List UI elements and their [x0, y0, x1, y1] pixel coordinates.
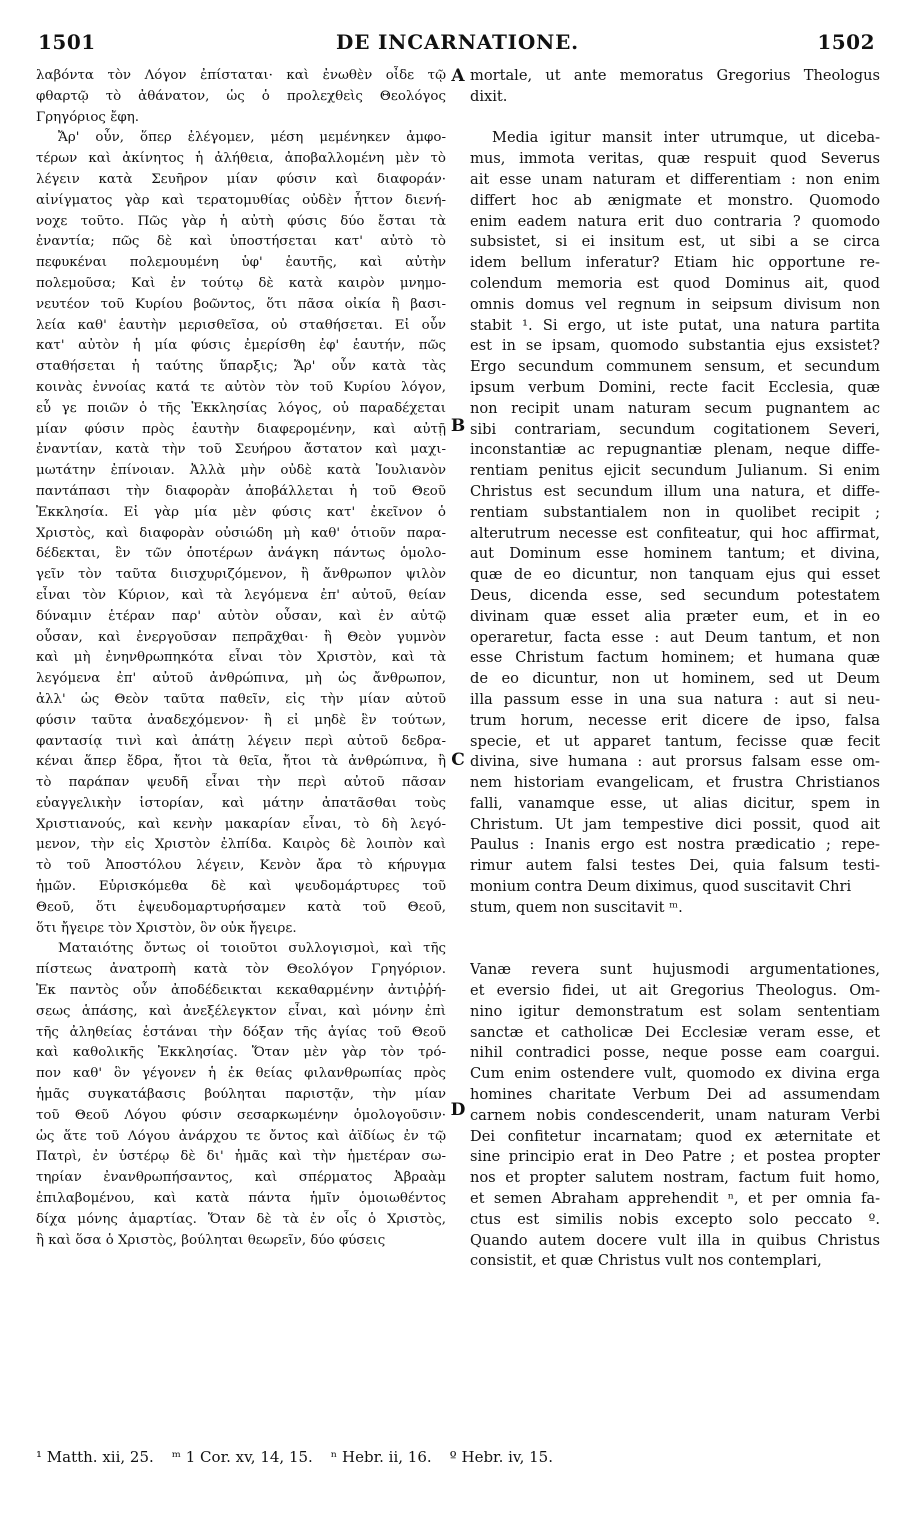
greek-text-line: πον καθ' ὃν γέγονεν ἡ ἐκ θείας φιλανθρωπίας πρὸς: [36, 1066, 446, 1082]
latin-text-line: Media igitur mansit inter utrumque, ut diceba-: [492, 129, 880, 147]
footnotes: [36, 1448, 876, 1466]
greek-text-line: Ἐκκλησία. Εἰ γὰρ μία μὲν φύσις κατ' ἐκεῖνον ὁ: [36, 504, 446, 520]
latin-text-line: divina, sive humana : aut prorsus falsam esse om-: [470, 753, 880, 771]
latin-text-line: nos et propter salutem nostram, factum fuit homo,: [470, 1169, 880, 1187]
greek-text-line: λεγόμενα ἐπ' αὐτοῦ ἀνθρώπινα, μὴ ὡς ἄνθρωπον,: [36, 671, 446, 687]
latin-text-line: Cum enim ostendere vult, quomodo ex divina erga: [470, 1065, 880, 1083]
latin-text-line: sine principio erat in Deo Patre ; et postea propter: [470, 1148, 880, 1166]
greek-text-line: δύναμιν ἑτέραν παρ' αὐτὸν οὖσαν, καὶ ἐν αὐτῷ: [36, 608, 446, 624]
greek-text-line: καὶ μὴ ἐνηνθρωπηκότα εἶναι τὸν Χριστὸν, καὶ τὰ: [36, 650, 446, 666]
latin-text-line: ipsum verbum Domini, recte facit Ecclesia, quæ: [470, 378, 880, 396]
greek-text-line: μωτάτην ἐπίνοιαν. Ἀλλὰ μὴν οὐδὲ κατὰ Ἰουλιανὸν: [36, 463, 446, 479]
greek-text-line: νοχε τοῦτο. Πῶς γὰρ ἡ αὐτὴ φύσις δύο ἔσται τὰ: [36, 213, 446, 229]
latin-text-line: [470, 108, 880, 129]
latin-text-line: trum horum, necesse erit dicere de ipso, falsa: [470, 711, 880, 729]
page-number-right: 1502: [817, 30, 875, 54]
latin-text-line: ait esse unam naturam et differentiam : non enim: [470, 170, 880, 188]
margin-marker-b: B: [450, 416, 466, 436]
latin-text-line: esse Christum factum hominem; et humana quæ: [470, 649, 880, 667]
greek-text-line: Πατρὶ, ἐν ὑστέρῳ δὲ δι' ἡμᾶς καὶ τὴν ἡμετέραν σω-: [36, 1149, 446, 1165]
latin-text-line: divinam quæ esset alia præter eum, et in eo: [470, 607, 880, 625]
latin-text-line: subsistet, si ei insitum est, ut sibi a se circa: [470, 233, 880, 251]
greek-text-line: λαβόντα τὸν Λόγον ἐπίσταται· καὶ ἐνωθὲν οἶδε τῷ: [36, 68, 446, 83]
latin-text-line: homines charitate Verbum Dei ad assumendam: [470, 1086, 880, 1104]
latin-text-line: rentiam substantialem non in quolibet recipit ;: [470, 503, 880, 521]
latin-text-line: Christus est secundum illum una natura, et diffe-: [470, 482, 880, 500]
latin-text-line: nem historiam evangelicam, et frustra Christianos: [470, 774, 880, 792]
latin-text-line: differt hoc ab ænigmate et monstro. Quomodo: [470, 191, 880, 209]
latin-text-line: rimur autem falsi testes Dei, quia falsum testi-: [470, 857, 880, 875]
greek-column: [36, 66, 446, 1251]
greek-text-line: λέγειν κατὰ Σευῆρον μίαν φύσιν καὶ διαφοράν·: [36, 171, 446, 187]
footnote: º Hebr. iv, 15.: [449, 1448, 553, 1466]
latin-text-line: Paulus : Inanis ergo est nostra prædicatio ; repe-: [470, 836, 880, 854]
greek-text-line: φθαρτῷ τὸ ἀθάνατον, ὡς ὁ προλεχθεὶς Θεολόγος: [36, 88, 446, 104]
latin-text-line: de eo dicuntur, non ut hominem, sed ut Deum: [470, 670, 880, 688]
greek-text-line: τὸ παράπαν ψευδῆ εἶναι τὴν περὶ αὐτοῦ πᾶσαν: [36, 775, 446, 791]
greek-text-line: παντάπασι τὴν διαφορὰν ἀποβάλλεται ἡ τοῦ Θεοῦ: [36, 483, 446, 499]
latin-text-line: et semen Abraham apprehendit ⁿ, et per omnia fa-: [470, 1190, 880, 1208]
greek-text-line: ἢ καὶ ὅσα ὁ Χριστὸς, βούληται θεωρεῖν, δύο φύσεις: [36, 1232, 386, 1248]
greek-text-line: σεως ἁπάσης, καὶ ἀνεξέλεγκτον εἶναι, καὶ μόνην ἐπὶ: [36, 1003, 446, 1019]
greek-text-line: λεία καθ' ἑαυτὴν μερισθεῖσα, οὐ σταθήσεται. Εἰ οὖν: [36, 317, 446, 333]
greek-text-line: Γρηγόριος ἔφη.: [36, 109, 140, 125]
latin-text-line: operaretur, facta esse : aut Deum tantum, et non: [470, 628, 880, 646]
latin-text-line: et eversio fidei, ut ait Gregorius Theologus. Om-: [470, 982, 880, 1000]
greek-text-line: δίχα μόνης ἁμαρτίας. Ὅταν δὲ τὰ ἐν οἷς ὁ Χριστὸς,: [36, 1211, 446, 1227]
greek-text-line: ἐναντία; πῶς δὲ καὶ ὑποστήσεται κατ' αὐτὸ τὸ: [36, 234, 446, 250]
greek-text-line: οὖσαν, καὶ ἐνεργοῦσαν πεπρᾶχθαι· ἢ Θεὸν γυμνὸν: [36, 629, 446, 645]
latin-text-line: ctus est similis nobis excepto solo peccato º.: [470, 1210, 880, 1228]
margin-marker-d: D: [450, 1100, 466, 1120]
footnote: ᵐ 1 Cor. xv, 14, 15.: [171, 1448, 313, 1466]
greek-text-line: καὶ καθολικῆς Ἐκκλησίας. Ὅταν μὲν γὰρ τὸν τρό-: [36, 1045, 446, 1061]
greek-text-line: εὐαγγελικὴν ἱστορίαν, καὶ μάτην ἀπατᾶσθαι τοὺς: [36, 795, 446, 811]
greek-text-line: Θεοῦ, ὅτι ἐψευδομαρτυρήσαμεν κατὰ τοῦ Θεοῦ,: [36, 899, 446, 915]
latin-text-line: [470, 939, 880, 960]
latin-text-line: Quando autem docere vult illa in quibus Christus: [470, 1231, 880, 1249]
latin-text-line: Christum. Ut jam tempestive dici possit, quod ait: [470, 815, 880, 833]
latin-text-line: aut Dominum esse hominem tantum; et divina,: [470, 545, 880, 563]
margin-marker-c: C: [451, 750, 465, 770]
greek-text-line: εἶναι τὸν Κύριον, καὶ τὰ λεγόμενα ἐπ' αὐτοῦ, θείαν: [36, 587, 446, 603]
greek-text-line: σταθήσεται ἡ ταύτης ὕπαρξις; Ἄρ' οὖν κατὰ τὰς: [36, 359, 446, 375]
greek-text-line: τὸ τοῦ Ἀποστόλου λέγειν, Κενὸν ἄρα τὸ κήρυγμα: [36, 858, 446, 874]
latin-text-line: mortale, ut ante memoratus Gregorius Theologus: [470, 67, 880, 84]
latin-text-line: colendum memoria est quod Dominus ait, quod: [470, 274, 880, 292]
greek-text-line: μίαν φύσιν πρὸς ἑαυτὴν διαφερομένην, καὶ αὐτῇ: [36, 421, 446, 437]
page-number-left: 1501: [38, 30, 96, 54]
greek-text-line: νευτέον τοῦ Κυρίου βοῶντος, ὅτι πᾶσα οἰκία ἢ βασι-: [36, 296, 446, 312]
latin-text-line: Ergo secundum communem sensum, et secundum: [470, 358, 880, 376]
latin-text-line: enim eadem natura erit duo contraria ? quomodo: [470, 212, 880, 230]
greek-text-line: πίστεως ἀνατροπὴ κατὰ τὸν Θεολόγον Γρηγόριον.: [36, 962, 446, 978]
greek-text-line: δέδεκται, ἓν τῶν ὁποτέρων ἀνάγκη πάντως ὁμολο-: [36, 546, 446, 562]
latin-text-line: Deus, dicenda esse, sed secundum potestatem: [470, 586, 880, 604]
page-header: [0, 0, 915, 60]
latin-text-line: [470, 919, 880, 940]
latin-text-line: sanctæ et catholicæ Dei Ecclesiæ veram esse, et: [470, 1023, 880, 1041]
latin-text-line: illa passum esse in una sua natura : aut si neu-: [470, 690, 880, 708]
latin-column: [470, 66, 880, 1272]
greek-text-line: Ἄρ' οὖν, ὅπερ ἐλέγομεν, μέση μεμένηκεν ἀμφο-: [58, 130, 446, 146]
latin-text-line: dixit.: [470, 87, 508, 105]
greek-text-line: τῆς ἀληθείας ἑστάναι τὴν δόξαν τῆς ἁγίας τοῦ Θεοῦ: [36, 1024, 446, 1040]
latin-text-line: Dei confitetur incarnatam; quod ex æternitate et: [470, 1127, 880, 1145]
greek-text-line: ἐπιλαβομένου, καὶ κατὰ πάντα ἡμῖν ὁμοιωθέντος: [36, 1191, 446, 1207]
greek-text-line: ἡμῶν. Εὑρισκόμεθα δὲ καὶ ψευδομάρτυρες τοῦ: [36, 879, 446, 895]
greek-text-line: πολεμοῦσα; Καὶ ἐν τούτῳ δὲ κατὰ καιρὸν μνημο-: [36, 275, 446, 291]
latin-text-line: nihil contradici posse, neque posse eam coargui.: [470, 1044, 880, 1062]
greek-text-line: τηρίαν ἐνανθρωπήσαντος, καὶ σπέρματος Ἀβραὰμ: [36, 1170, 446, 1186]
latin-text-line: omnis domus vel regnum in seipsum divisum non: [470, 295, 880, 313]
latin-text-line: specie, et ut apparet tantum, fecisse quæ fecit: [470, 732, 880, 750]
greek-text-line: Ματαιότης ὄντως οἱ τοιοῦτοι συλλογισμοὶ, καὶ τῆς: [58, 941, 446, 957]
greek-text-line: ὡς ἅτε τοῦ Λόγου ἀνάρχου τε ὄντος καὶ ἀϊδίως ἐν τῷ: [36, 1128, 446, 1144]
latin-text-line: rentiam penitus ejicit secundum Julianum. Si enim: [470, 462, 880, 480]
greek-text-line: φύσιν ταῦτα ἀναδεχόμενον· ἢ εἰ μηδὲ ἓν τούτων,: [36, 712, 446, 728]
footnote: ¹ Matth. xii, 25.: [36, 1448, 154, 1466]
latin-text-line: alterutrum necesse est confiteatur, qui hoc affirmat,: [470, 524, 880, 542]
latin-text-line: nino igitur demonstratum est solam sententiam: [470, 1002, 880, 1020]
greek-text-line: γεῖν τὸν ταῦτα διισχυριζόμενον, ἢ ἄνθρωπον ψιλὸν: [36, 567, 446, 583]
greek-text-line: κοινὰς ἐννοίας κατά τε αὐτὸν τὸν τοῦ Κυρίου λόγον,: [36, 379, 446, 395]
greek-text-line: ἡμᾶς συγκατάβασις βούληται παριστᾷν, τὴν μίαν: [36, 1087, 446, 1103]
latin-text-line: non recipit unam naturam secum pugnantem ac: [470, 399, 880, 417]
greek-text-line: τοῦ Θεοῦ Λόγου φύσιν σεσαρκωμένην ὁμολογοῦσιν·: [36, 1107, 446, 1123]
latin-text-line: mus, immota veritas, quæ respuit quod Severus: [470, 150, 880, 168]
latin-text-line: carnem nobis condescenderit, unam naturam Verbi: [470, 1106, 880, 1124]
latin-text-line: idem bellum inferatur? Etiam hic opportune re-: [470, 254, 880, 272]
greek-text-line: Ἐκ παντὸς οὖν ἀποδέδεικται κεκαθαρμένην ἀντιῤῥή-: [36, 983, 446, 999]
greek-text-line: κατ' αὐτὸν ἡ μία φύσις ἐμερίσθη ἐφ' ἑαυτήν, πῶς: [36, 338, 446, 354]
latin-text-line: consistit, et quæ Christus vult nos contemplari,: [470, 1252, 822, 1270]
footnote: ⁿ Hebr. ii, 16.: [330, 1448, 432, 1466]
latin-text-line: falli, vanamque esse, ut alias dicitur, spem in: [470, 794, 880, 812]
latin-text-line: quæ de eo dicuntur, non tanquam ejus qui esset: [470, 566, 880, 584]
latin-text-line: sibi contrariam, secundum cogitationem Severi,: [470, 420, 880, 438]
latin-text-line: Vanæ revera sunt hujusmodi argumentationes,: [470, 961, 880, 979]
greek-text-line: κέναι ἅπερ ἔδρα, ἤτοι τὰ θεῖα, ἤτοι τὰ ἀνθρώπινα, ἢ: [36, 754, 446, 770]
greek-text-line: ἐναντίαν, κατὰ τὴν τοῦ Σευήρου ἄστατον καὶ μαχι-: [36, 442, 446, 458]
margin-marker-a: A: [451, 66, 465, 86]
greek-text-line: μενον, τὴν εἰς Χριστὸν ἐλπίδα. Καιρὸς δὲ λοιπὸν καὶ: [36, 837, 446, 853]
greek-text-line: πεφυκέναι πολεμουμένη ὑφ' ἑαυτῆς, καὶ αὐτὴν: [36, 255, 446, 271]
greek-text-line: τέρων καὶ ἀκίνητος ἡ ἀλήθεια, ἀποβαλλομένη μὲν τὸ: [36, 151, 446, 167]
greek-text-line: φαντασίᾳ τινὶ καὶ ἀπάτῃ λέγειν περὶ αὐτοῦ δεδρα-: [36, 733, 446, 749]
latin-text-line: monium contra Deum diximus, quod suscitavit Chri: [470, 878, 852, 896]
latin-text-line: stum, quem non suscitavit ᵐ.: [470, 898, 683, 916]
latin-text-line: inconstantiæ ac repugnantiæ plenam, neque diffe-: [470, 441, 880, 459]
latin-text-line: est in se ipsam, quomodo substantia ejus exsistet?: [470, 337, 880, 355]
greek-text-line: εὖ γε ποιῶν ὁ τῆς Ἐκκλησίας λόγος, οὐ παραδέχεται: [36, 400, 446, 416]
greek-text-line: Χριστὸς, καὶ διαφορὰν οὐσιώδη μὴ καθ' ὁτιοῦν παρα-: [36, 525, 446, 541]
latin-text-line: stabit ¹. Si ergo, ut iste putat, una natura partita: [470, 316, 880, 334]
running-title: DE INCARNATIONE.: [336, 30, 579, 54]
greek-text-line: ἀλλ' ὡς Θεὸν ταῦτα παθεῖν, εἰς τὴν μίαν αὐτοῦ: [36, 691, 446, 707]
greek-text-line: Χριστιανούς, καὶ κενὴν μακαρίαν εἶναι, τὸ δὴ λεγό-: [36, 816, 446, 832]
greek-text-line: αἰνίγματος γὰρ καὶ τερατομυθίας οὐδὲν ἧττον διενή-: [36, 192, 446, 208]
greek-text-line: ὅτι ἤγειρε τὸν Χριστὸν, ὃν οὐκ ἤγειρε.: [36, 920, 297, 936]
